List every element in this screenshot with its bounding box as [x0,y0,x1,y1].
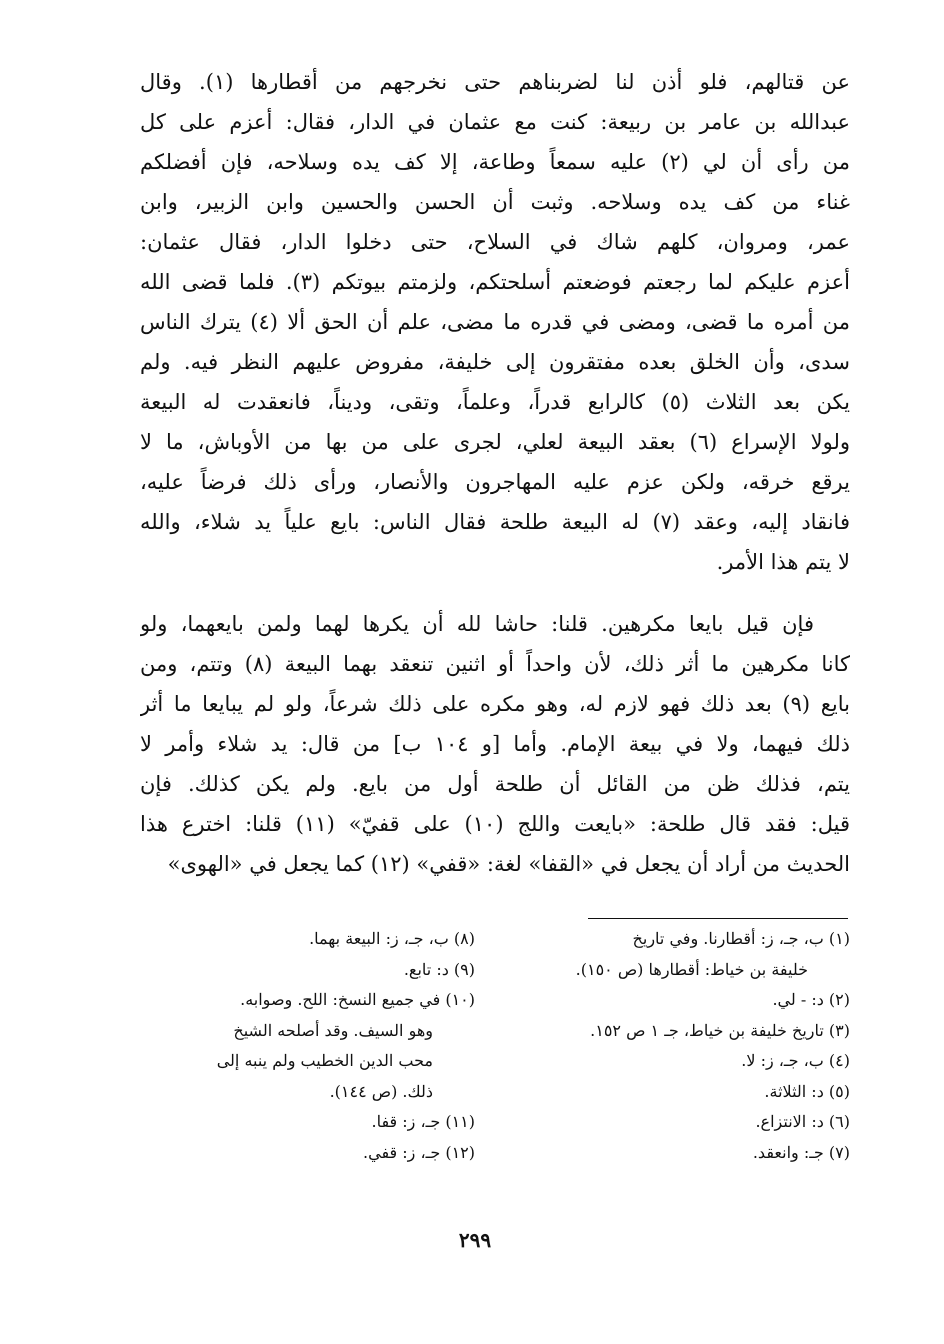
footnote: (١٢) جـ، ز: قفي. [363,1142,475,1162]
main-text [140,62,850,884]
text-line: ذلك فيهما، ولا في بيعة الإمام. وأما [و ١٠٤ ب] من قال: يد شلاء وأمر لا [140,732,850,756]
footnote: (٤) ب، جـ، ز: لا. [741,1051,850,1070]
footnote: (٨) ب، جـ، ز: البيعة بهما. [309,929,475,948]
footnote: (١١) جـ، ز: قفا. [371,1112,475,1131]
paragraph-gap [140,582,850,604]
text-line: يكن بعد الثلاث (٥) كالرابع قدراً، وعلماً، وتقى، وديناً، فانعقدت له البيعة [140,390,850,414]
footnote-continuation: خليفة بن خياط: أقطارها (ص ١٥٠). [575,959,808,979]
text-line: لا يتم هذا الأمر. [716,550,850,574]
text-line: ولولا الإسراع (٦) بعقد البيعة لعلي، لجرى على من بها من الأوباش، ما لا [140,430,850,454]
text-line: عبدالله بن عامر بن ربيعة: كنت مع عثمان في الدار، فقال: أعزم على كل [140,110,850,134]
page-number: ٢٩٩ [458,1228,492,1252]
footnote: (١٠) في جميع النسخ: اللح. وصوابه. [240,990,475,1009]
text-line: غناء من كف يده وسلاحه. وثبت أن الحسن والحسين وابن الزبير، وابن [140,190,850,214]
text-line: من أمره ما قضى، ومضى في قدره ما مضى، علم أن الحق ألا (٤) يترك الناس [140,310,850,334]
footnote: (١) ب، جـ، ز: أقطارنا. وفي تاريخ [632,929,850,948]
text-line: عمر، ومروان، كلهم شاك في السلاح، حتى دخلوا الدار، فقال عثمان: [140,230,850,254]
text-line: فإن قيل بايعا مكرهين. قلنا: حاشا لله أن يكرها لهما ولمن بايعهما، ولو [140,612,814,636]
footnote-continuation: وهو السيف. وقد أصلحه الشيخ [233,1020,433,1040]
text-line: قيل: فقد قال طلحة: «بايعت واللج (١٠) على قفيّ» (١١) قلنا: اخترع هذا [140,812,850,836]
text-line: فانقاد إليه، وعقد (٧) له البيعة طلحة فقال الناس: بايع علياً يد شلاء، والله [140,510,850,534]
footnote: (٢) د: - لي. [772,990,850,1009]
text-line: يتم، فذلك ظن من القائل أن طلحة أول من بايع. ولم يكن كذلك. فإن [140,772,850,796]
footnotes-left-column [170,924,475,1168]
footnote-continuation: محب الدين الخطيب ولم ينبه إلى [216,1051,433,1070]
text-line: بايع (٩) بعد ذلك فهو لازم له، وهو مكره على ذلك شرعاً، ولو لم يبايعا ما أثر [140,692,850,716]
footnotes-right-column [495,924,850,1168]
text-line: يرقع خرقه، ولكن عزم عليه المهاجرون والأنصار، ورأى ذلك فرضاً عليه، [140,470,850,494]
text-line: الحديث من أراد أن يجعل في «القفا» لغة: «قفي» (١٢) كما يجعل في «الهوى» [167,852,850,876]
footnote: (٦) د: الانتزاع. [755,1112,850,1131]
text-line: كانا مكرهين ما أثر ذلك، لأن واحداً أو اثنين تنعقد بهما البيعة (٨) وتتم، ومن [140,652,850,676]
footnote: (٥) د: الثلاثة. [764,1081,850,1101]
text-line: عن قتالهم، فلو أذن لنا لضربناهم حتى نخرجهم من أقطارها (١). وقال [140,70,850,94]
text-line: من رأى أن لي (٢) عليه سمعاً وطاعة، إلا كف يده وسلاحه، فإن أفضلكم [140,150,850,174]
footnote: (٣) تاريخ خليفة بن خياط، جـ ١ ص ١٥٢. [590,1020,850,1040]
footnote-continuation: ذلك. (ص ١٤٤). [329,1081,433,1101]
text-line: أعزم عليكم لما رجعتم فوضعتم أسلحتكم، ولزمتم بيوتكم (٣). فلما قضى الله [140,270,850,294]
paragraph-1 [140,62,850,582]
footnote-separator-rule [588,918,848,919]
paragraph-2 [140,604,850,884]
footnote: (٧) جـ: وانعقد. [752,1142,850,1162]
text-line: سدى، وأن الخلق بعده مفتقرون إلى خليفة، مفروض عليهم النظر فيه. ولم [140,350,850,374]
footnote: (٩) د: تابع. [403,959,475,979]
